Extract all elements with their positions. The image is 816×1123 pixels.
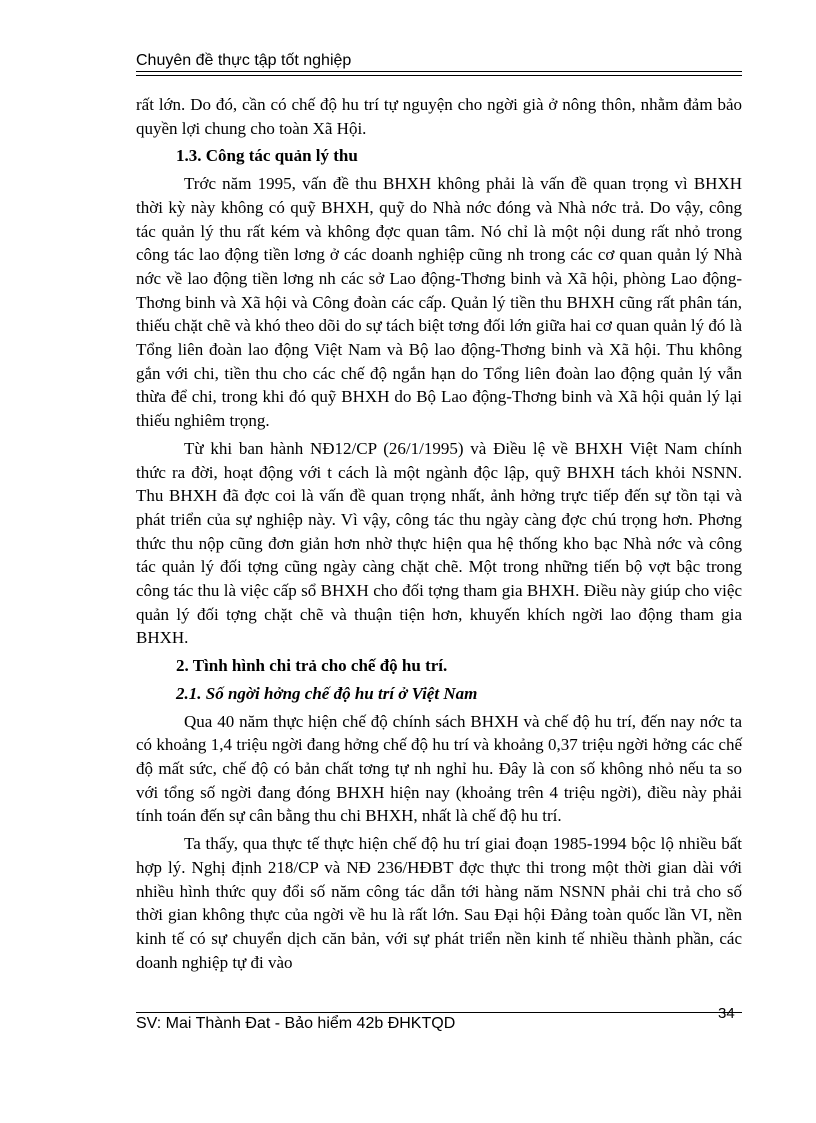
paragraph-continuation: rất lớn. Do đó, cần có chế độ hu trí tự nguyện cho ngời già ở nông thôn, nhằm đảm bảo quyền lợi chung cho toàn Xã Hội. (136, 95, 742, 138)
document-body (136, 93, 742, 978)
paragraph: Qua 40 năm thực hiện chế độ chính sách BHXH và chế độ hu trí, đến nay nớc ta có khoảng 1,4 triệu ngời đang hởng chế độ hu trí và khoảng 0,37 triệu ngời hởng các chế độ mất sức, chế độ có bản chất tơng tự nh nghỉ hu. Đây là con số không nhỏ nếu ta so với tổng số ngời đang đóng BHXH hiện nay (khoảng trên 4 triệu ngời), điều này phải tính toán đến sự cân bằng thu chi BHXH, nhất là chế độ hu trí. (136, 711, 742, 826)
header-rule (136, 75, 742, 76)
page-header: Chuyên đề thực tập tốt nghiệp (136, 52, 742, 72)
page-number: 34 (718, 1005, 735, 1022)
paragraph: Từ khi ban hành NĐ12/CP (26/1/1995) và Điều lệ về BHXH Việt Nam chính thức ra đời, hoạt động với t cách là một ngành độc lập, quỹ BHXH tách khỏi NSNN. Thu BHXH đã đợc coi là vấn đề quan trọng nhất, ảnh hởng trực tiếp đến sự tồn tại và phát triển của sự nghiệp này. Vì vậy, công tác thu ngày càng đợc chú trọng hơn. Phơng thức thu nộp cũng đơn giản hơn nhờ thực hiện qua hệ thống kho bạc Nhà nớc và công tác quản lý đối tợng cũng ngày càng chặt chẽ. Một trong những tiến bộ vợt bậc trong công tác thu là việc cấp sổ BHXH cho đối tợng tham gia BHXH. Điều này giúp cho việc quản lý đối tợng chặt chẽ và thuận tiện hơn, khuyến khích ngời lao động tham gia BHXH. (136, 438, 742, 648)
footer-rule (136, 1012, 742, 1013)
section-heading-1-3: 1.3. Công tác quản lý thu (176, 146, 358, 166)
paragraph: Ta thấy, qua thực tế thực hiện chế độ hu trí giai đoạn 1985-1994 bộc lộ nhiều bất hợp lý. Nghị định 218/CP và NĐ 236/HĐBT đợc thực thi trong một thời gian dài với nhiều hình thức quy đổi số năm công tác dẫn tới hàng năm NSNN phải chi trả cho số thời gian không thực của ngời về hu là rất lớn. Sau Đại hội Đảng toàn quốc lần VI, nền kinh tế có sự chuyển dịch căn bản, với sự phát triển nền kinh tế nhiều thành phần, các doanh nghiệp tự đi vào (136, 834, 742, 972)
paragraph: Trớc năm 1995, vấn đề thu BHXH không phải là vấn đề quan trọng vì BHXH thời kỳ này không có quỹ BHXH, quỹ do Nhà nớc đóng và Nhà nớc trả. Do vậy, công tác quản lý thu rất kém và không đợc quan tâm. Nó chỉ là một nội dung rất nhỏ trong công tác lao động tiền lơng ở các doanh nghiệp cũng nh trong các cơ quan quản lý Nhà nớc về lao động tiền lơng nh các sở Lao động-Thơng binh và Xã hội, phòng Lao động-Thơng binh và Xã hội và Công đoàn các cấp. Quản lý tiền thu BHXH cũng rất phân tán, thiếu chặt chẽ và khó theo dõi do sự tách biệt tơng đối lớn giữa hai cơ quan quản lý đó là Tổng liên đoàn lao động Việt Nam và Bộ lao động-Thơng binh và Xã hội. Thu không gắn với chi, tiền thu cho các chế độ ngắn hạn do Tổng liên đoàn lao động quản lý vẫn thừa để chi, trong khi đó quỹ BHXH do Bộ Lao động-Thơng binh và Xã hội quản lý lại thiếu nghiêm trọng. (136, 174, 742, 431)
subsection-heading-2-1: 2.1. Số ngời hởng chế độ hu trí ở Việt Nam (176, 683, 478, 703)
page-footer: SV: Mai Thành Đat - Bảo hiểm 42b ĐHKTQD (136, 1015, 456, 1032)
section-heading-2: 2. Tình hình chi trả cho chế độ hu trí. (176, 656, 448, 676)
